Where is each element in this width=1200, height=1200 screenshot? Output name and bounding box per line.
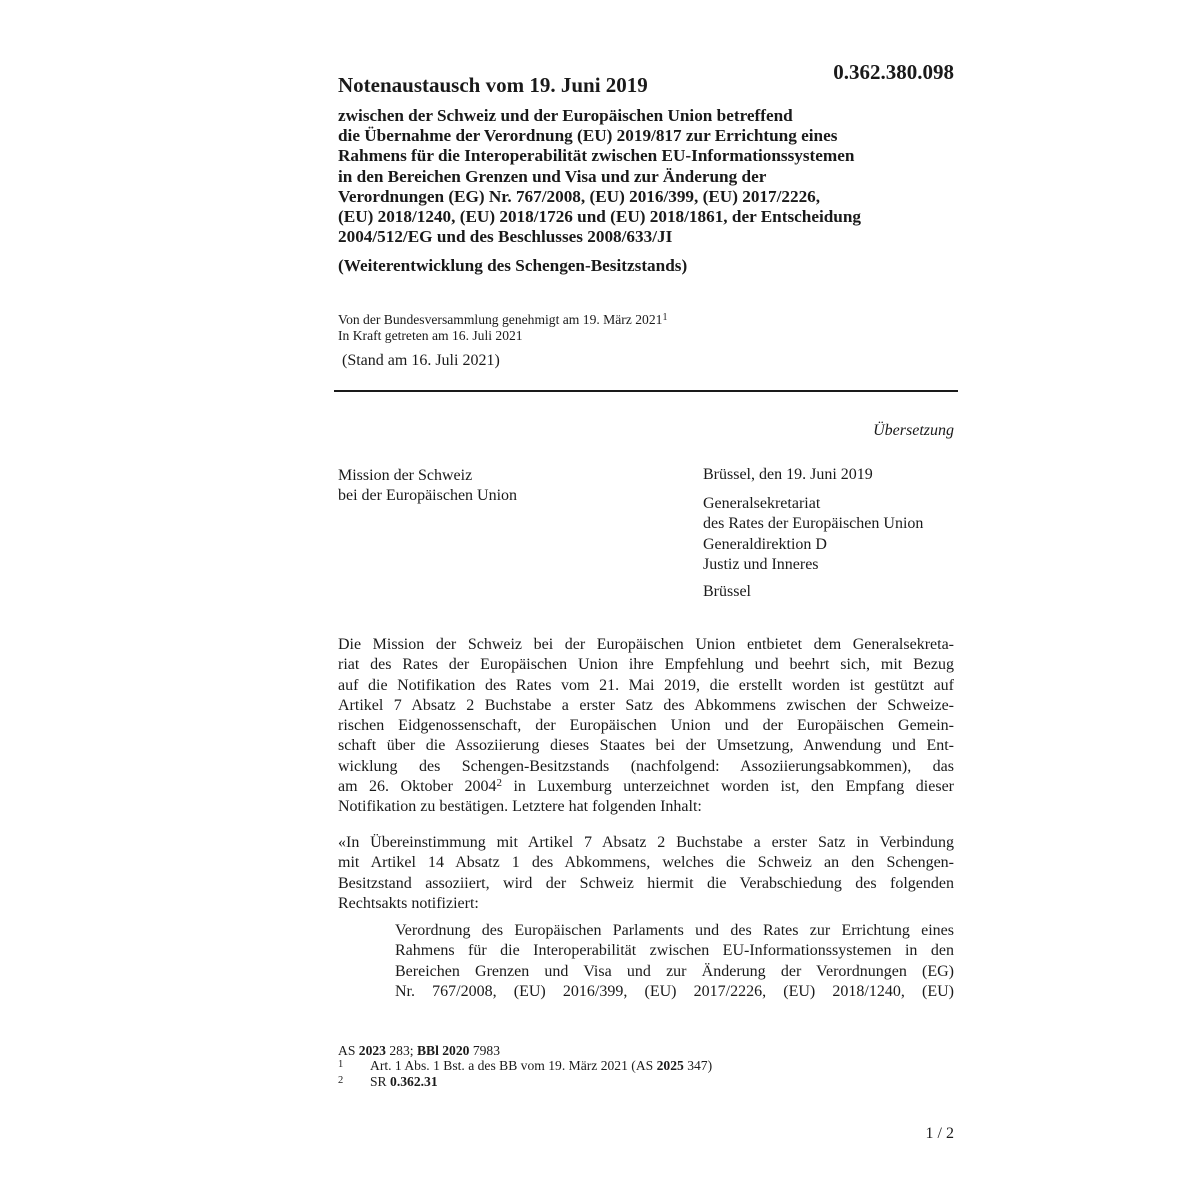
translation-label: Übersetzung	[873, 422, 954, 439]
text-line: auf die Notifikation des Rates vom 21. Mai 2019, die erstellt worden ist gestützt auf	[338, 676, 954, 694]
approval-date-line	[338, 312, 667, 328]
sender-line: Mission der Schweiz	[338, 467, 473, 484]
stand-date: (Stand am 16. Juli 2021)	[342, 352, 500, 369]
text-segment: 2023	[358, 1043, 386, 1058]
text-line: Die Mission der Schweiz bei der Europäischen Union entbietet dem Generalsekreta-	[338, 636, 954, 653]
subtitle-line: Verordnungen (EG) Nr. 767/2008, (EU) 2016/399, (EU) 2017/2226,	[338, 186, 821, 206]
recipient-line: Generalsekretariat	[703, 495, 821, 512]
page-number: 1 / 2	[925, 1125, 954, 1142]
text-segment: 347)	[683, 1058, 713, 1074]
text-line	[338, 777, 954, 797]
sr-number: 0.362.380.098	[833, 60, 954, 84]
text-line: rischen Eidgenossenschaft, der Europäischen Union und der Europäischen Gemein-	[338, 717, 954, 735]
sender-line: bei der Europäischen Union	[338, 487, 518, 505]
recipient-line: des Rates der Europäischen Union	[703, 515, 924, 533]
subtitle-line: in den Bereichen Grenzen und Visa und zur Änderung der	[338, 166, 767, 186]
text-segment: 283;	[385, 1043, 417, 1058]
text-segment: AS	[338, 1043, 359, 1058]
subtitle-line: (EU) 2018/1240, (EU) 2018/1726 und (EU) 2018/1861, der Entscheidung	[338, 207, 861, 227]
body-paragraph-2	[338, 833, 954, 914]
sr-link[interactable]: 0.362.31	[390, 1073, 438, 1089]
text-line: Nr. 767/2008, (EU) 2016/399, (EU) 2017/2226, (EU) 2018/1240, (EU)	[395, 982, 954, 1000]
place-and-date: Brüssel, den 19. Juni 2019	[703, 466, 873, 483]
subtitle-line: die Übernahme der Verordnung (EU) 2019/817 zur Errichtung eines	[338, 126, 838, 146]
text-line: Bereichen Grenzen und Visa und zur Änderung der Verordnungen (EG)	[395, 962, 954, 980]
text-segment: Art. 1 Abs. 1 Bst. a des BB vom 19. März 2021 (AS	[370, 1058, 657, 1074]
text-segment: in Luxemburg unterzeichnet worden ist, den Empfang dieser	[501, 778, 955, 796]
recipient-line: Generaldirektion D	[703, 535, 827, 553]
approval-block	[338, 312, 667, 343]
footnote-number: 1	[338, 1059, 344, 1071]
quoted-regulation	[395, 921, 954, 1002]
text-segment: 2025	[656, 1058, 684, 1074]
text-line: Notifikation zu bestätigen. Letztere hat folgenden Inhalt:	[338, 798, 702, 816]
document-title: Notenaustausch vom 19. Juni 2019	[338, 73, 648, 97]
text-line: Rechtsakts notifiziert:	[338, 894, 479, 912]
document-parenthetical: (Weiterentwicklung des Schengen-Besitzstands)	[338, 256, 688, 275]
text-segment: 7983	[469, 1043, 501, 1058]
text-line: schaft über die Assoziierung dieses Staates bei der Umsetzung, Anwendung und Ent-	[338, 737, 954, 755]
text-line: wicklung des Schengen-Besitzstands (nachfolgend: Assoziierungsabkommen), das	[338, 757, 954, 775]
subtitle-line: zwischen der Schweiz und der Europäischen Union betreffend	[338, 106, 793, 125]
recipient-address	[703, 494, 923, 575]
text-line: «In Übereinstimmung mit Artikel 7 Absatz 2 Buchstabe a erster Satz in Verbindung	[338, 834, 954, 851]
text-line: Besitzstand assoziiert, wird der Schweiz hiermit die Verabschiedung des folgenden	[338, 874, 954, 892]
body-paragraph-1	[338, 635, 954, 818]
sender-address	[338, 466, 517, 507]
approval-text: Von der Bundesversammlung genehmigt am 19. März 2021	[338, 312, 663, 327]
recipient-city: Brüssel	[703, 583, 751, 600]
text-segment: SR	[370, 1073, 391, 1089]
text-line: Artikel 7 Absatz 2 Buchstabe a erster Satz des Abkommens zwischen der Schweize-	[338, 696, 954, 714]
footnote-ref-2[interactable]: 2	[496, 777, 502, 790]
subtitle-line: Rahmens für die Interoperabilität zwischen EU-Informationssystemen	[338, 146, 855, 166]
text-segment: am 26. Oktober 2004	[338, 778, 497, 796]
source-reference-text	[338, 1043, 500, 1058]
text-line: Rahmens für die Interoperabilität zwischen EU-Informationssystemen in den	[395, 942, 954, 960]
text-segment: BBl 2020	[416, 1043, 470, 1058]
in-force-line: In Kraft getreten am 16. Juli 2021	[338, 327, 523, 343]
recipient-line: Justiz und Inneres	[703, 555, 819, 573]
footnote-number: 2	[338, 1074, 344, 1086]
footnote-ref-1[interactable]: 1	[662, 312, 668, 323]
text-line: mit Artikel 14 Absatz 1 des Abkommens, welches die Schweiz an den Schengen-	[338, 854, 954, 872]
document-subtitle	[338, 106, 958, 247]
footnote-text	[370, 1074, 438, 1089]
text-line: Verordnung des Europäischen Parlaments und des Rates zur Errichtung eines	[395, 922, 954, 939]
header-divider	[334, 390, 958, 392]
subtitle-line: 2004/512/EG und des Beschlusses 2008/633/JI	[338, 227, 673, 247]
text-line: riat des Rates der Europäischen Union ihre Empfehlung und beehrt sich, mit Bezug	[338, 656, 954, 674]
footnote-text	[370, 1058, 712, 1073]
